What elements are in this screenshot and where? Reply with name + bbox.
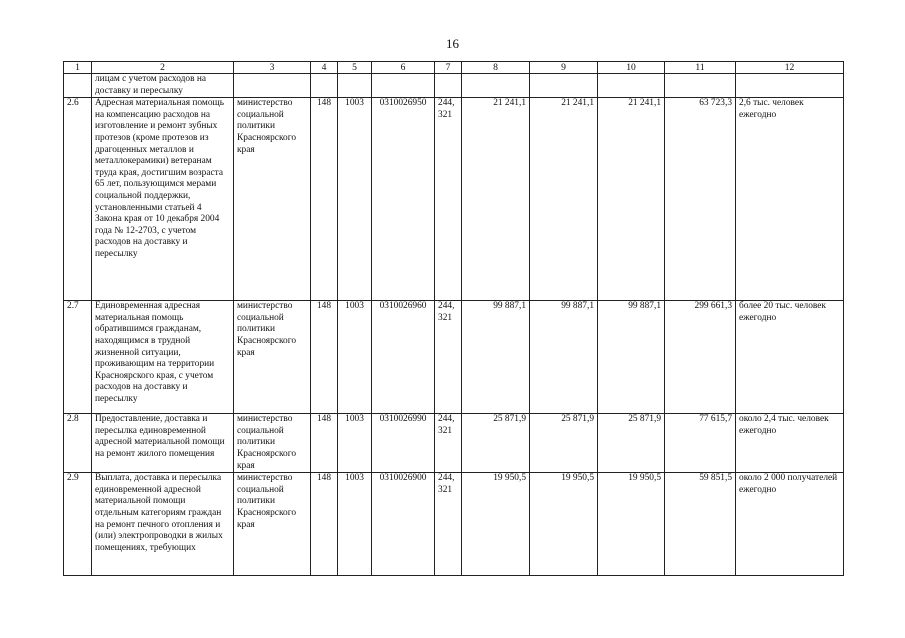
amount-year3-cell	[598, 74, 665, 98]
responsible-org-cell	[234, 74, 311, 98]
amount-year3-cell: 99 887,1	[598, 301, 665, 414]
grbs-code-cell: 148	[311, 98, 338, 301]
grbs-code-cell: 148	[311, 414, 338, 473]
column-number-header: 8	[462, 62, 530, 74]
column-number-header: 10	[598, 62, 665, 74]
expense-type-cell: 244, 321	[435, 473, 462, 576]
amount-year1-cell: 99 887,1	[462, 301, 530, 414]
section-code-cell: 1003	[338, 473, 372, 576]
column-number-header: 7	[435, 62, 462, 74]
column-number-header: 11	[665, 62, 736, 74]
amount-year1-cell: 21 241,1	[462, 98, 530, 301]
amount-year2-cell: 25 871,9	[530, 414, 598, 473]
amount-year2-cell	[530, 74, 598, 98]
target-article-cell: 0310026950	[372, 98, 435, 301]
target-article-cell: 0310026900	[372, 473, 435, 576]
expected-result-cell: более 20 тыс. человек ежегодно	[736, 301, 844, 414]
measure-name-cell: Предоставление, доставка и пересылка единовременной адресной материальной помощи на ремонт жилого помещения	[92, 414, 234, 473]
column-number-header: 6	[372, 62, 435, 74]
row-number-cell	[64, 74, 92, 98]
amount-year2-cell: 99 887,1	[530, 301, 598, 414]
budget-table	[63, 61, 844, 576]
row-number-cell: 2.6	[64, 98, 92, 301]
table-row-2-7	[64, 301, 844, 414]
table-row-2-9	[64, 473, 844, 576]
responsible-org-cell: министерство социальной политики Красноярского края	[234, 98, 311, 301]
column-number-header: 12	[736, 62, 844, 74]
expected-result-cell: около 2 000 получателей ежегодно	[736, 473, 844, 576]
column-number-row	[64, 62, 844, 74]
amount-year3-cell: 19 950,5	[598, 473, 665, 576]
amount-total-cell: 59 851,5	[665, 473, 736, 576]
grbs-code-cell: 148	[311, 301, 338, 414]
expected-result-cell: 2,6 тыс. человек ежегодно	[736, 98, 844, 301]
column-number-header: 5	[338, 62, 372, 74]
expense-type-cell: 244, 321	[435, 414, 462, 473]
column-number-header: 4	[311, 62, 338, 74]
responsible-org-cell: министерство социальной политики Красноярского края	[234, 473, 311, 576]
column-number-header: 2	[92, 62, 234, 74]
expense-type-cell: 244, 321	[435, 301, 462, 414]
target-article-cell: 0310026990	[372, 414, 435, 473]
column-number-header: 9	[530, 62, 598, 74]
expense-type-cell	[435, 74, 462, 98]
row-number-cell: 2.7	[64, 301, 92, 414]
amount-total-cell	[665, 74, 736, 98]
measure-name-cell: лицам с учетом расходов на доставку и пересылку	[92, 74, 234, 98]
measure-name-cell: Адресная материальная помощь на компенсацию расходов на изготовление и ремонт зубных протезов (кроме протезов из драгоценных металлов и металлокерамики) ветеранам труда края, достигшим возраста 65 лет, пользующимся мерами социальной поддержки, установленными статьей 4 Закона края от 10 декабря 2004 года № 12-2703, с учетом расходов на доставку и пересылку	[92, 98, 234, 301]
row-number-cell: 2.9	[64, 473, 92, 576]
table-row-continuation	[64, 74, 844, 98]
expected-result-cell: около 2,4 тыс. человек ежегодно	[736, 414, 844, 473]
amount-total-cell: 299 661,3	[665, 301, 736, 414]
table-row-2-8	[64, 414, 844, 473]
measure-name-cell: Единовременная адресная материальная помощь обратившимся гражданам, находящимся в трудной жизненной ситуации, проживающим на территории Красноярского края, с учетом расходов на доставку и пересылку	[92, 301, 234, 414]
amount-year2-cell: 19 950,5	[530, 473, 598, 576]
measure-name-cell: Выплата, доставка и пересылка единовременной адресной материальной помощи отдельным категориям граждан на ремонт печного отопления и (или) электропроводки в жилых помещениях, требующих	[92, 473, 234, 576]
amount-year1-cell	[462, 74, 530, 98]
page-number: 16	[446, 36, 459, 51]
grbs-code-cell: 148	[311, 473, 338, 576]
amount-total-cell: 63 723,3	[665, 98, 736, 301]
amount-year3-cell: 25 871,9	[598, 414, 665, 473]
amount-total-cell: 77 615,7	[665, 414, 736, 473]
row-number-cell: 2.8	[64, 414, 92, 473]
section-code-cell	[338, 74, 372, 98]
expected-result-cell	[736, 74, 844, 98]
responsible-org-cell: министерство социальной политики Красноярского края	[234, 301, 311, 414]
target-article-cell: 0310026960	[372, 301, 435, 414]
amount-year2-cell: 21 241,1	[530, 98, 598, 301]
column-number-header: 3	[234, 62, 311, 74]
expense-type-cell: 244, 321	[435, 98, 462, 301]
amount-year3-cell: 21 241,1	[598, 98, 665, 301]
grbs-code-cell	[311, 74, 338, 98]
amount-year1-cell: 19 950,5	[462, 473, 530, 576]
responsible-org-cell: министерство социальной политики Красноярского края	[234, 414, 311, 473]
section-code-cell: 1003	[338, 301, 372, 414]
column-number-header: 1	[64, 62, 92, 74]
target-article-cell	[372, 74, 435, 98]
section-code-cell: 1003	[338, 414, 372, 473]
amount-year1-cell: 25 871,9	[462, 414, 530, 473]
section-code-cell: 1003	[338, 98, 372, 301]
table-row-2-6	[64, 98, 844, 301]
